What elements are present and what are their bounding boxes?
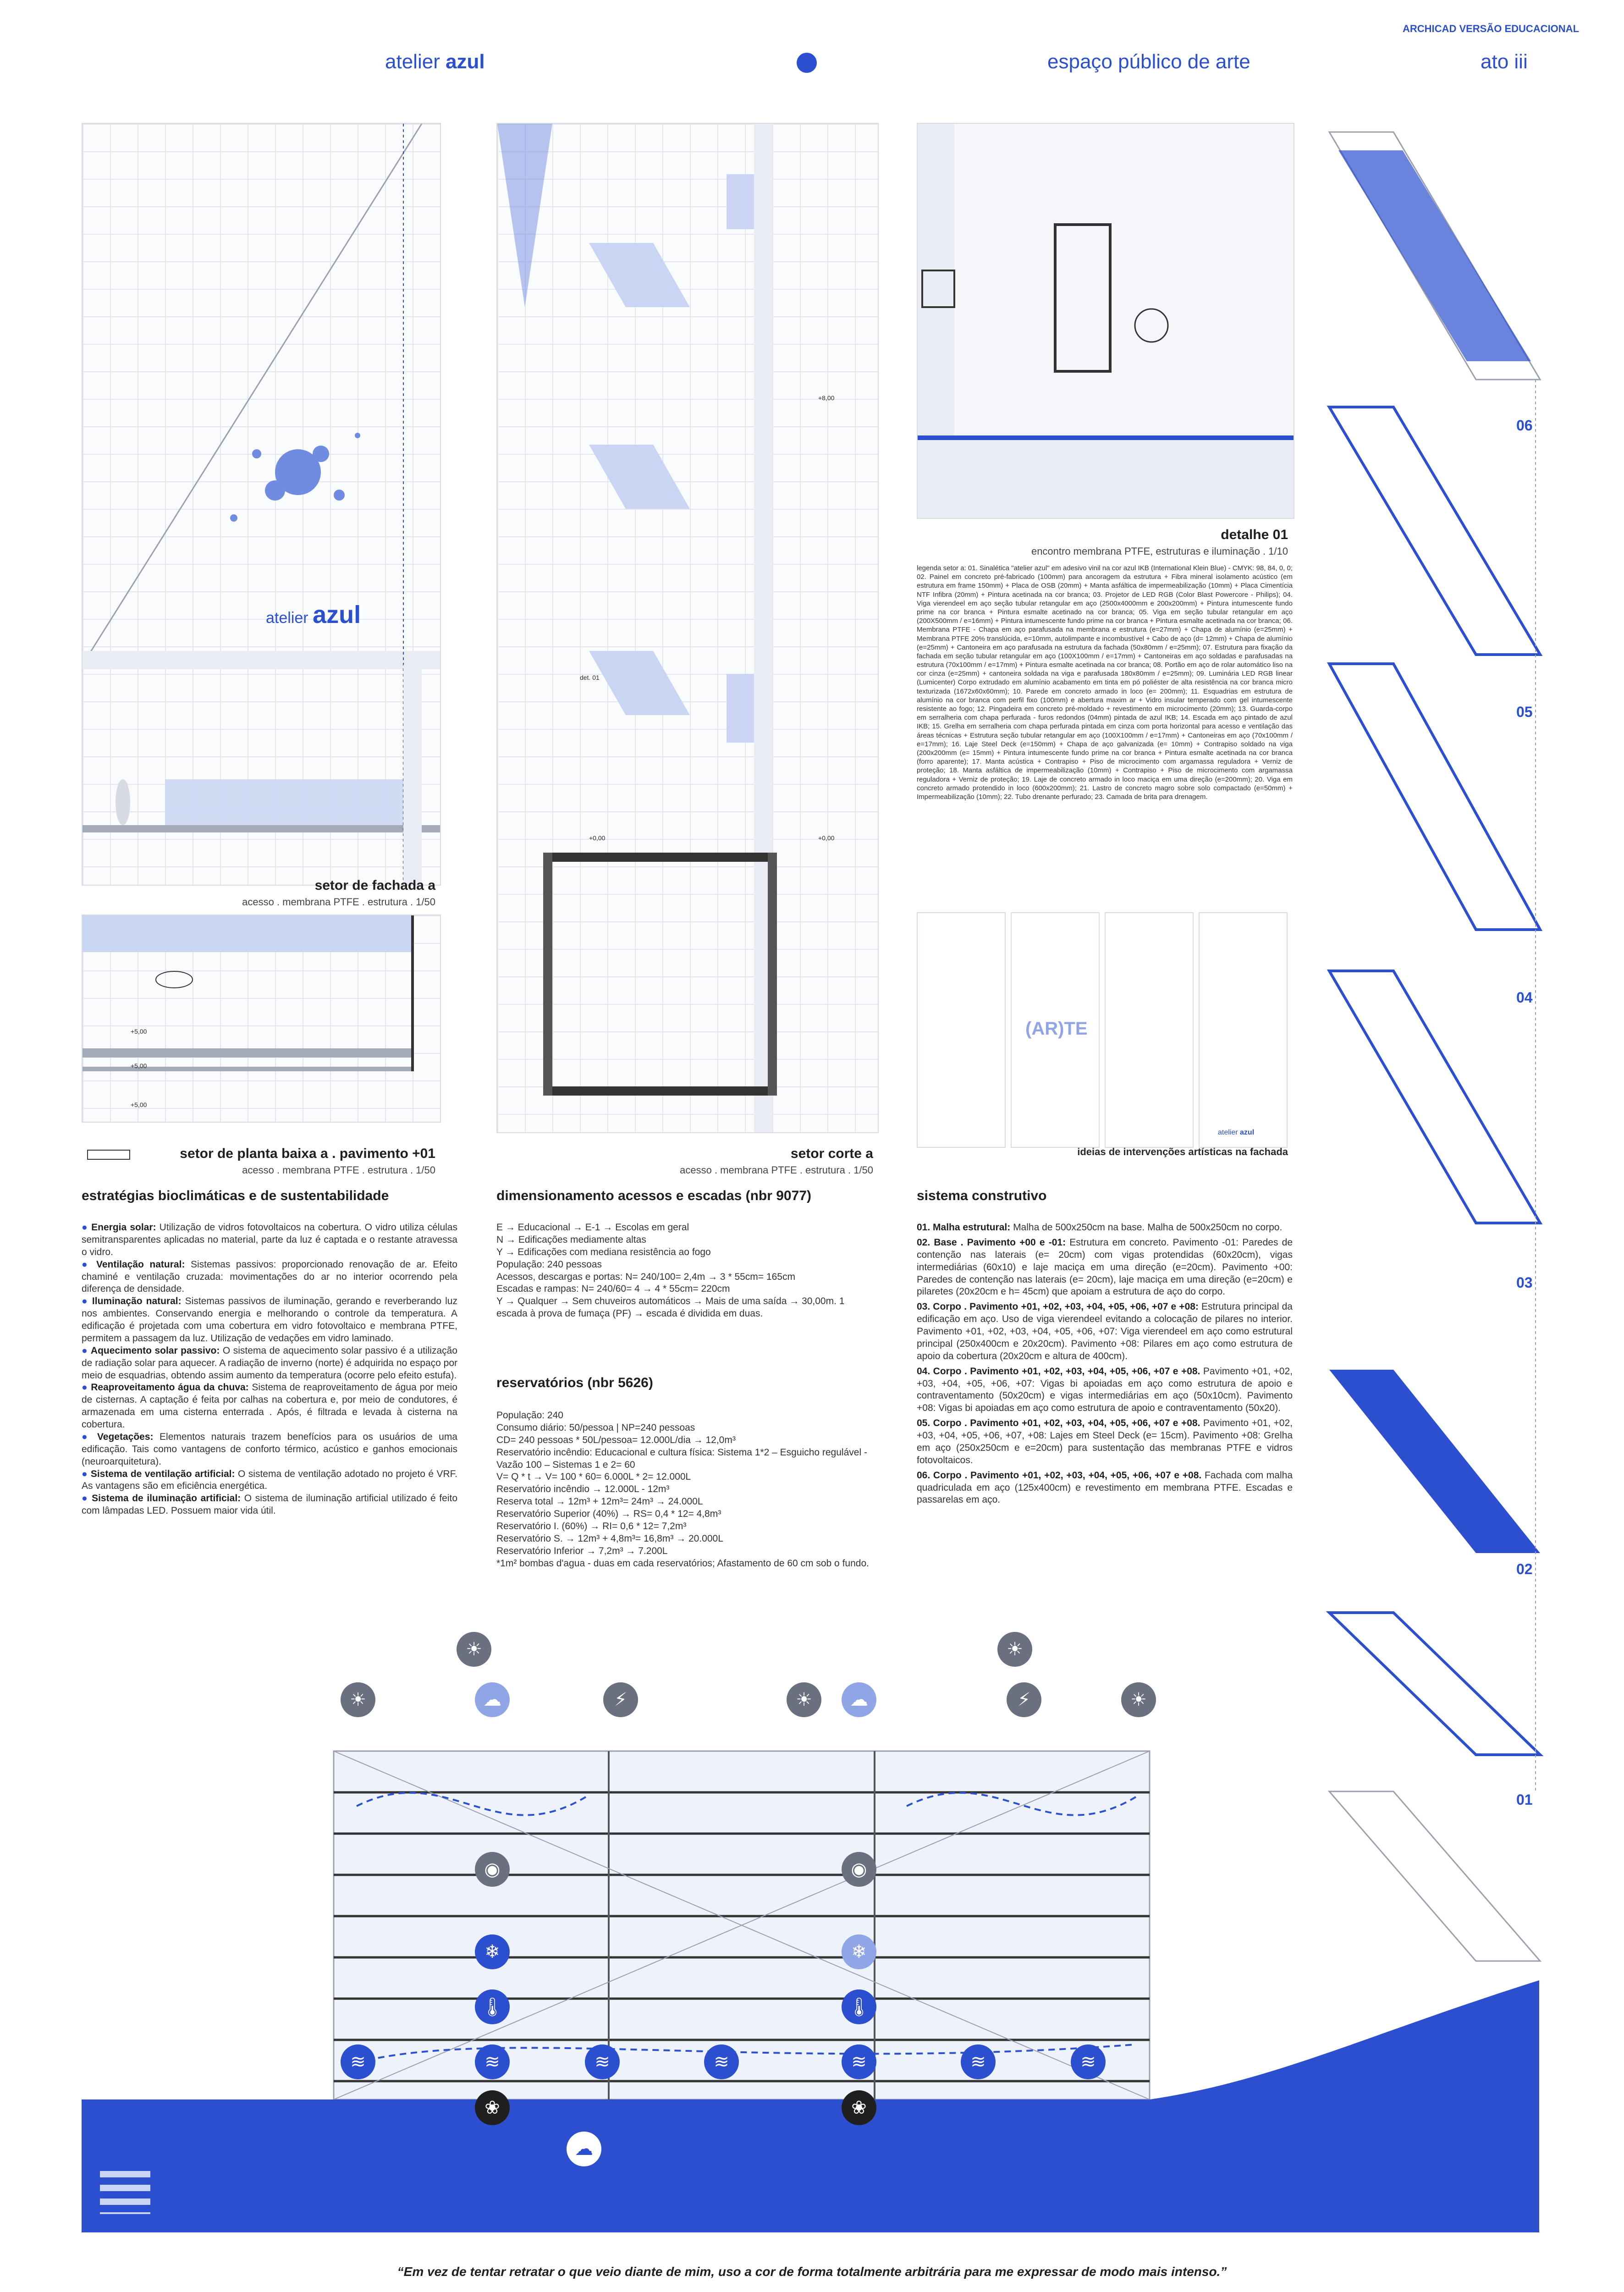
planta-drawing <box>82 915 441 1123</box>
plant-icon: ❀ <box>475 2090 510 2125</box>
sistema-text-2: Estrutura em concreto. Pavimento -01: Paredes de contenção nas laterais (e= 20cm) com vigas protendidas (60x20cm), vigas intermediárias (60x10) e laje maciça em uma direção (e=20cm). Pavimento +00: Paredes de contenção nas laterais (e= 20cm), laje maciça em uma direção (e=20cm) e pilaretes (20x20cm e h= 45cm) que apoiam a estrutura de aço do corpo. <box>917 1237 1293 1297</box>
res-line-3: CD= 240 pessoas * 50L/pessoa= 12.000L/dia → 12,0m³ <box>496 1434 736 1445</box>
fachada-logo <box>266 601 361 629</box>
iso-label-05: 05 <box>1516 704 1533 720</box>
sistema-title: sistema construtivo <box>917 1188 1047 1203</box>
res-line-9: Reservatório I. (60%) → RI= 0,6 * 12= 7,2m³ <box>496 1521 687 1532</box>
bioclim-text-4: O sistema de aquecimento solar passivo é a utilização de radiação solar para aquecer. A radiação de inverno (norte) é adquirida no espaço por meio de esquadrias, obtendo assim aumento da temperatura (ocorre pelo efeito estufa). <box>82 1345 457 1381</box>
sistema-text-6: Fachada com malha quadriculada em aço (125x400cm) e revestimento em membrana PTFE. Escadas e passarelas em aço. <box>917 1470 1293 1505</box>
sun-icon: ☀ <box>1121 1682 1156 1717</box>
sistema-label-5: 05. Corpo . Pavimento +01, +02, +03, +04, +05, +06, +07 e +08. <box>917 1418 1200 1429</box>
fachada-svg <box>83 124 440 885</box>
ideia-card-2 <box>1011 912 1100 1148</box>
plant-icon: ❀ <box>842 2090 876 2125</box>
rain-cloud-icon: ☁ <box>842 1682 876 1717</box>
res-line-2: Consumo diário: 50/pessoa | NP=240 pessoas <box>496 1422 695 1433</box>
wind-icon: ≋ <box>585 2044 620 2079</box>
fachada-logo-light: atelier <box>266 609 308 627</box>
bioclim-text-7: O sistema de ventilação adotado no projeto é VRF. As vantagens são em eficiência energética. <box>82 1468 458 1492</box>
sistema-label-6: 06. Corpo . Pavimento +01, +02, +03, +04, +05, +06, +07 e +08. <box>917 1470 1202 1481</box>
fachada-drawing <box>82 123 441 886</box>
header-brand <box>385 50 485 73</box>
header-brand-bold: azul <box>446 50 485 73</box>
reservatorios-title: reservatórios (nbr 5626) <box>496 1375 653 1390</box>
bioclim-label-8: Sistema de iluminação artificial: <box>92 1493 241 1504</box>
wind-icon: ≋ <box>341 2044 375 2079</box>
dim-line-6: Escadas e rampas: N= 240/60= 4 → 4 * 55cm= 220cm <box>496 1284 730 1295</box>
bioclim-list: ● Energia solar: Utilização de vidros fotovoltaicos na cobertura. O vidro utiliza células semitransparentes aplicadas no material, parte da luz é captada e o restante atravessa o vidro. ● Ventilação natural: Sistemas passivos: proporcionado renovação de ar. Efeito chaminé e ventilação cruzada: movimentações do ar no interior ocorrendo pela diferença de densidade. ● Iluminação natural: Sistemas passivos de iluminação, gerando e reverberando luz nos ambientes. Conservando energia e melhorando o controle da temperatura. A edificação é projetada com uma cobertura em vidro fotovoltaico e membrana PTFE, permitem a passagem da luz. Utilização de vedações em vidro laminado. ● Aquecimento solar passivo: O sistema de aquecimento solar passivo é a utilização de radiação solar para aquecer. A radiação de inverno (norte) é adquirida no espaço por meio de esquadrias, obtendo assim aumento da temperatura (ocorre pelo efeito estufa). ● Reaproveitamento água da chuva: Sistema de reaproveitamento de água por meio de cisternas. A captação é feita por calhas na cobertura e, por meio de condutores, é armazenada em uma cisterna enterrada . Após, é filtrada e levada à cisterna na cobertura. ● Vegetações: Elementos naturais trazem benefícios para os usuários de uma edificação. Tais como vantagens de conforto térmico, acústico e ganhos emocionais (neuroarquitetura). ● Sistema de ventilação artificial: O sistema de ventilação adotado no projeto é VRF. As vantagens são em eficiência energética. ● Sistema de iluminação artificial: O sistema de iluminação artificial utilizado é feito com lâmpadas LED. Possuem maior vida útil. <box>82 1222 458 1516</box>
sun-icon: ☀ <box>341 1682 375 1717</box>
sistema-text-5: Pavimento +01, +02, +03, +04, +05, +06, +07, +08: Lajes em Steel Deck (e= 15cm). Pavimento +08: Grelha em aço (250x250cm e e=20cm) para sustentação das membranas PTFE e vidros fotovoltaicos. <box>917 1418 1293 1466</box>
sistema-text-4: Pavimento +01, +02, +03, +04, +05, +06, +07: Vigas bi apoiadas em aço como estrutura de apoio e contraventamento (50x20cm) e vigas intermediárias em aço (50x10cm). Pavimento +08: Vigas bi apoiadas em aço como estrutura de apoio e contraventamento (50x20). <box>917 1366 1293 1414</box>
fachada-title: setor de fachada a <box>314 878 435 893</box>
ideia-card-text: (AR)TE <box>1025 1019 1088 1039</box>
bioclim-title: estratégias bioclimáticas e de sustentabilidade <box>82 1188 389 1203</box>
sistema-text-1: Malha de 500x250cm na base. Malha de 500x250cm no corpo. <box>1010 1222 1283 1233</box>
sun-icon: ☀ <box>997 1632 1032 1667</box>
res-line-10: Reservatório S. → 12m³ + 4,8m³= 16,8m³ → 20.000L <box>496 1533 723 1544</box>
bioclim-label-3: Iluminação natural: <box>92 1296 182 1307</box>
res-line-5: V= Q * t → V= 100 * 60= 6.000L * 2= 12.000L <box>496 1471 691 1482</box>
legend-apoio-tecnico: apoio técnico <box>169 2199 212 2207</box>
dim-line-4: População: 240 pessoas <box>496 1259 602 1270</box>
bioclim-text-6: Elementos naturais trazem benefícios para os usuários de uma edificação. Tais como vantagens de conforto térmico, acústico e ganhos emocionais (neuroarquitetura). <box>82 1431 457 1467</box>
sun-icon: ☀ <box>457 1632 491 1667</box>
corte-level-1: +8,00 <box>818 394 835 402</box>
wind-icon: ≋ <box>475 2044 510 2079</box>
dimensionamento-list <box>496 1222 877 1320</box>
fachada-logo-bold: azul <box>313 601 361 628</box>
corte-title: setor corte a <box>790 1146 873 1161</box>
rain-cloud-icon: ☁ <box>567 2132 601 2166</box>
sistema-text-3: Estrutura principal da edificação em aço. Uso de viga vierendeel evitando a colocação de pilares no interior. Pavimento +01, +02, +03, +04, +05, +06, +07: Viga vierendeel em aço como estrutural principal (250x400cm e 20x20cm). Pavimento +08: Pilares em aço como estrutura de apoio da cobertura (20x20cm e altura de 400cm). <box>917 1301 1293 1361</box>
corte-drawing <box>496 123 879 1133</box>
rain-cloud-icon: ☁ <box>475 1682 510 1717</box>
ideias-cards <box>917 912 1293 1151</box>
wind-icon: ≋ <box>1071 2044 1106 2079</box>
header-project-title: espaço público de arte <box>1047 50 1250 73</box>
bioclim-text-2: Sistemas passivos: proporcionado renovação de ar. Efeito chaminé e ventilação cruzada: movimentações do ar no interior ocorrendo pela diferença de densidade. <box>82 1259 457 1295</box>
header-act: ato iii <box>1481 50 1528 73</box>
ideia-card-1 <box>917 912 1006 1148</box>
lamp-icon: ◉ <box>842 1852 876 1887</box>
bioclim-text-8: O sistema de iluminação artificial utilizado é feito com lâmpadas LED. Possuem maior vida útil. <box>82 1493 457 1516</box>
thermometer-icon: 🌡 <box>842 1989 876 2024</box>
res-line-8: Reservatório Superior (40%) → RS= 0,4 * 12= 4,8m³ <box>496 1509 721 1519</box>
iso-label-03: 03 <box>1516 1274 1533 1291</box>
detalhe-legend: legenda setor a: 01. Sinalética "atelier azul" em adesivo vinil na cor azul IKB (International Klein Blue) - CMYK: 98, 84, 0, 0; 02. Painel em concreto pré-fabricado (100mm) para ancoragem da estrutura + Fibra mineral isolamento acústico (em estrutura em frame 150mm) + Placa de OSB (20mm) + Manta asfáltica de impermeabilização (10mm) + Placa Cimentícia NTF Infibra (20mm) + Pintura acetinada na cor branca; 03. Projetor de LED RGB (Color Blast Powercore - Philips); 04. Viga vierendeel em aço seção tubular retangular em aço (2500x4000mm e 200x200mm) + Pintura intumescente fundo prime na cor branca + Pintura esmalte acetinado na cor branca; 05. Viga em seção tubular retangular em aço (200X500mm / e=16mm) + Pintura intumescente fundo prime na cor branca + Pintura esmalte acetinada na cor branca; 06. Membrana PTFE - Chapa em aço parafusada na membrana e estrutura (e=27mm) + Chapa de alumínio (e=25mm) + Membrana PTFE 20% translúcida, e=10mm, autolimpante e incombustível + Cabo de aço (d= 12mm) + Chapa de alumínio (e=25mm) + Cantoneira em aço parafusada na estrutura da fachada (50x80mm / e=25mm); 07. Estrutura para fixação da fachada em seção tubular retangular em aço (100X100mm / e=17mm) + Cantoneiras em aço soldadas e parafusadas na estrutura (70x100mm / e=17mm) + Pintura esmalte acetinada na cor branca; 08. Portão em aço de rolar automático liso na cor cinza (e=25mm) + cantoneira soldada na viga e parafusada 180x80mm / e=25mm); 09. Luminária LED RGB linear (Lumicenter) Corpo extrudado em alumínio acabamento em tinta em pó poliéster de alta resistência na cor branca micro texturizada (1672x60x60mm); 10. Parede em concreto armado in loco (e= 200mm); 11. Esquadrias em estrutura de alumínio na cor branca com perfil fixo (100mm) e abertura maxim ar + Vidro insular temperado com gel intumescente resistente ao fogo; 12. Pingadeira em concreto pré-moldado + revestimento em microcimento (20mm); 13. Guarda-corpo em serralheria com chapa perfurada - furos redondos (04mm) pintada de azul IKB; 14. Escada em aço pintado de azul IKB; 15. Grelha em serralheria com chapa perfurada pintada em cinza com porta horizontal para acesso e ventilação das áreas técnicas + Estrutura seção tubular retangular em aço (100X100mm / e=17mm) + Cantoneiras em aço (70x100mm / e=17mm); 16. Laje Steel Deck (e=150mm) + Chapa de aço galvanizada (e= 10mm) + Contrapiso soldado na viga (200x200mm (e= 15mm) + Pintura intumescente fundo prime na cor branca + Pintura esmalte acetinada na cor branca (forro aparente); 17. Manta acústica + Contrapiso + Piso de microcimento com argamassa reguladora + Verniz de proteção; 18. Manta asfáltica de impermeabilização (10mm) + Contrapiso + Piso de microcimento com argamassa reguladora + Verniz de proteção; 19. Laje de concreto armado in loco maciça em uma direção (e=200mm); 20. Viga em concreto armado protendido in loco (600x200mm); 21. Lastro de concreto magro sobre solo compactado (e=50mm) + Impermeabilização (10mm); 22. Tubo drenante perfurado; 23. Camada de brita para drenagem. <box>917 564 1293 801</box>
lamp-icon: ◉ <box>475 1852 510 1887</box>
iso-label-04: 04 <box>1516 989 1533 1006</box>
bioclim-text-1: Utilização de vidros fotovoltaicos na cobertura. O vidro utiliza células semitransparentes aplicadas no material, parte da luz é captada e o restante atravessa o vidro. <box>82 1222 457 1257</box>
corte-svg <box>497 124 878 1132</box>
dimensionamento-title: dimensionamento acessos e escadas (nbr 9077) <box>496 1188 811 1203</box>
wind-icon: ≋ <box>961 2044 996 2079</box>
planta-level-2: +5,00 <box>131 1062 147 1069</box>
reservatorios-list <box>496 1410 877 1570</box>
section-legend <box>100 2164 237 2219</box>
sistema-label-4: 04. Corpo . Pavimento +01, +02, +03, +04, +05, +06, +07 e +08. <box>917 1366 1200 1377</box>
quote-text: “Em vez de tentar retratar o que veio diante de mim, uso a cor de forma totalmente arbitrária para me expressar de modo mais intenso.” <box>397 2264 1227 2279</box>
bioclim-label-6: Vegetações: <box>97 1431 154 1442</box>
sistema-label-3: 03. Corpo . Pavimento +01, +02, +03, +04, +05, +06, +07 e +08: <box>917 1301 1199 1312</box>
corte-level-2: +0,00 <box>589 834 606 842</box>
ideia-card-4 <box>1199 912 1288 1148</box>
iso-label-06: 06 <box>1516 417 1533 434</box>
bioclim-text-3: Sistemas passivos de iluminação, gerando e reverberando luz nos ambientes. Conservando energia e melhorando o controle da temperatura. A edificação é projetada com uma cobertura em vidro fotovoltaico e membrana PTFE, permitem a passagem da luz. Utilização de vedações em vidro laminado. <box>82 1296 457 1344</box>
ideia-card-3 <box>1105 912 1194 1148</box>
res-line-1: População: 240 <box>496 1410 563 1421</box>
dim-line-3: Y → Edificações com mediana resistência ao fogo <box>496 1246 711 1257</box>
planta-subtitle: acesso . membrana PTFE . estrutura . 1/50 <box>242 1164 435 1176</box>
lightning-icon: ⚡ <box>1007 1682 1041 1717</box>
dim-line-5: Acessos, descargas e portas: N= 240/100= 2,4m → 3 * 55cm= 165cm <box>496 1271 795 1282</box>
bioclim-text-5: Sistema de reaproveitamento de água por meio de cisternas. A captação é feita por calhas na cobertura e, por meio de condutores, é armazenada em uma cisterna enterrada . Após, é filtrada e levada à cisterna na cobertura. <box>82 1382 457 1430</box>
corte-level-3: +0,00 <box>818 834 835 842</box>
planta-level-1: +5,00 <box>131 1028 147 1035</box>
top-right-note: ARCHICAD VERSÃO EDUCACIONAL <box>1403 23 1580 34</box>
dim-line-7: Y → Qualquer → Sem chuveiros automáticos → Mais de uma saída → 30,00m. 1 escada à prova de fumaça (PF) → escada é dividida em duas. <box>496 1296 845 1319</box>
sistema-label-2: 02. Base . Pavimento +00 e -01: <box>917 1237 1066 1248</box>
planta-title: setor de planta baixa a . pavimento +01 <box>180 1146 435 1161</box>
detalhe-subtitle: encontro membrana PTFE, estruturas e iluminação . 1/10 <box>1031 545 1288 557</box>
bioclim-label-7: Sistema de ventilação artificial: <box>90 1468 235 1479</box>
ideia-card-brand-bold: azul <box>1240 1129 1255 1136</box>
header-dot <box>797 53 817 73</box>
header-brand-light: atelier <box>385 50 440 73</box>
detalhe-title: detalhe 01 <box>1221 527 1288 542</box>
res-line-7: Reserva total → 12m³ + 12m³= 24m³ → 24.000L <box>496 1496 703 1507</box>
iso-label-02: 02 <box>1516 1561 1533 1577</box>
res-line-11: Reservatório Inferior → 7,2m³ → 7.200L <box>496 1545 668 1556</box>
wind-icon: ≋ <box>704 2044 739 2079</box>
sun-icon: ☀ <box>787 1682 821 1717</box>
corte-det-label: det. 01 <box>580 674 600 681</box>
corte-subtitle: acesso . membrana PTFE . estrutura . 1/50 <box>680 1164 873 1176</box>
wind-icon: ≋ <box>842 2044 876 2079</box>
bioclim-label-2: Ventilação natural: <box>96 1259 185 1270</box>
iso-label-01: 01 <box>1516 1791 1533 1808</box>
res-line-12: *1m² bombas d'agua - duas em cada reservatórios; Afastamento de 60 cm sob o fundo. <box>496 1558 869 1569</box>
bioclimatic-section-drawing <box>82 1623 1539 2232</box>
thermometer-icon: 🌡 <box>475 1989 510 2024</box>
ideia-card-brand <box>1218 1129 1254 1137</box>
detalhe-drawing <box>917 123 1294 519</box>
planta-scale-bar <box>87 1150 130 1160</box>
planta-level-3: +5,00 <box>131 1101 147 1108</box>
fachada-subtitle: acesso . membrana PTFE . estrutura . 1/50 <box>242 896 435 908</box>
dim-line-2: N → Edificações mediamente altas <box>496 1234 646 1245</box>
sistema-label-1: 01. Malha estrutural: <box>917 1222 1011 1233</box>
detalhe-svg <box>918 124 1294 518</box>
lightning-icon: ⚡ <box>603 1682 638 1717</box>
bioclim-label-1: Energia solar: <box>91 1222 156 1233</box>
planta-svg <box>83 915 440 1122</box>
dim-line-1: E → Educacional → E-1 → Escolas em geral <box>496 1222 689 1233</box>
legend-bars <box>100 2164 150 2214</box>
ideia-card-brand-light: atelier <box>1218 1129 1238 1136</box>
res-line-6: Reservatório incêndio → 12.000L - 12m³ <box>496 1484 670 1495</box>
ideias-title: ideias de intervenções artísticas na fachada <box>1077 1146 1288 1157</box>
res-line-4: Reservatório incêndio: Educacional e cultura física: Sistema 1*2 – Esguicho regulável - Vazão 100 – Sistemas 1 e 2= 60 <box>496 1447 867 1470</box>
legend-administrativo: administrativo <box>169 2164 214 2171</box>
bioclim-label-4: Aquecimento solar passivo: <box>90 1345 220 1356</box>
snowflake-icon: ❄ <box>475 1934 510 1969</box>
sistema-list <box>917 1222 1293 1506</box>
legend-educacional: educacional <box>169 2187 208 2195</box>
legend-cultural: cultural <box>169 2176 193 2183</box>
bioclim-label-5: Reaproveitamento água da chuva: <box>91 1382 249 1393</box>
snowflake-icon: ❄ <box>842 1934 876 1969</box>
